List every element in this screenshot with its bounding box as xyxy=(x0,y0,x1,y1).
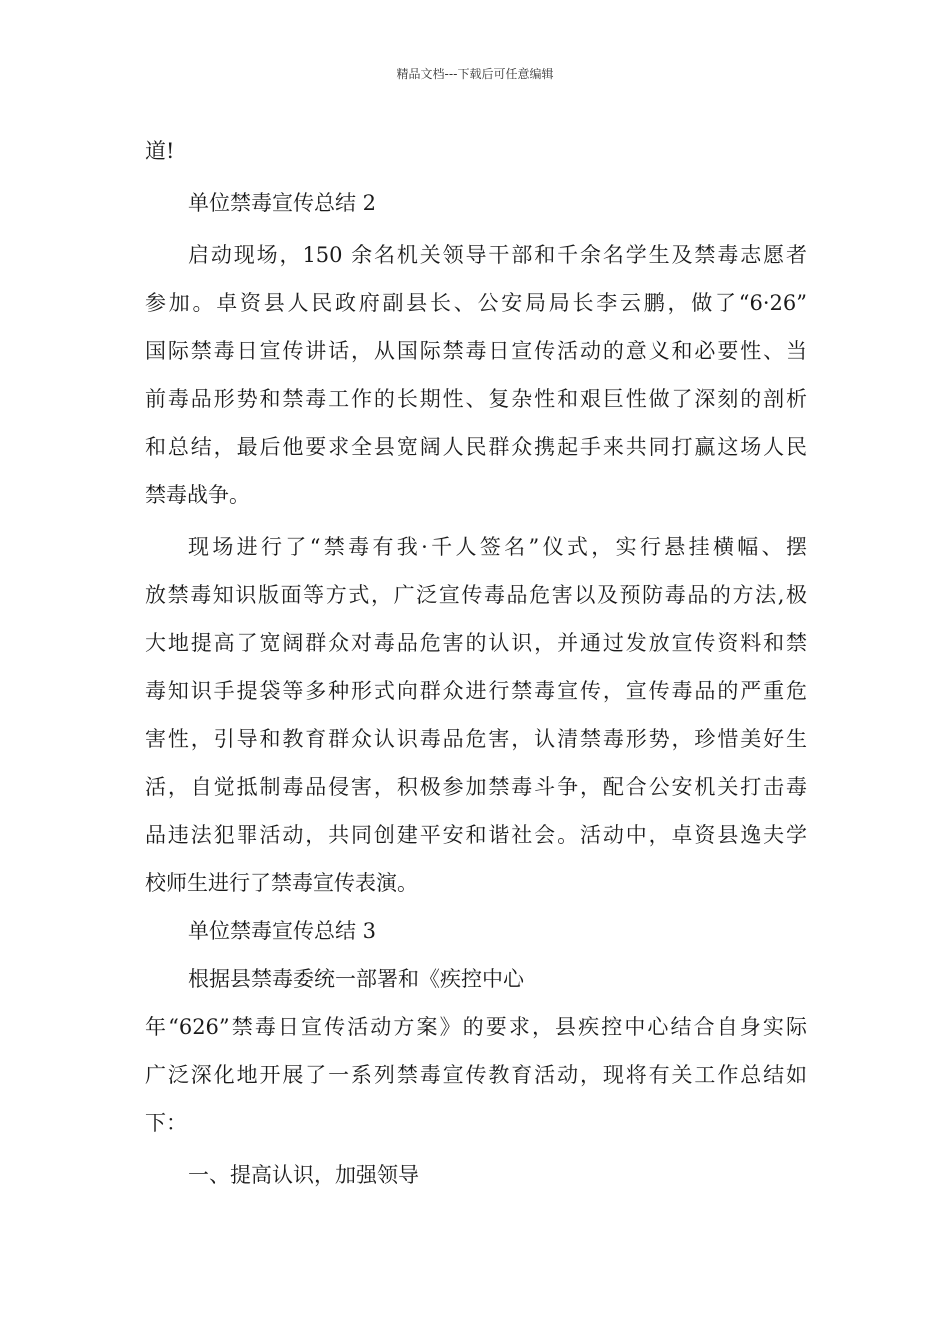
paragraph-line: 道! xyxy=(145,139,175,163)
paragraph-line: 下： xyxy=(145,1111,187,1135)
section-heading-3: 单位禁毒宣传总结 3 xyxy=(188,919,377,943)
paragraph-line: 害性，引导和教育群众认识毒品危害，认清禁毒形势，珍惜美好生 xyxy=(145,727,807,751)
paragraph-line: 年“626”禁毒日宣传活动方案》的要求，县疾控中心结合自身实际 xyxy=(145,1015,807,1039)
paragraph-line: 广泛深化地开展了一系列禁毒宣传教育活动，现将有关工作总结如 xyxy=(145,1063,807,1087)
paragraph-line: 和总结，最后他要求全县宽阔人民群众携起手来共同打赢这场人民 xyxy=(145,435,807,459)
paragraph-line: 国际禁毒日宣传讲话，从国际禁毒日宣传活动的意义和必要性、当 xyxy=(145,339,807,363)
paragraph-line: 参加。卓资县人民政府副县长、公安局局长李云鹏，做了“6·26” xyxy=(145,291,807,315)
paragraph-line: 活，自觉抵制毒品侵害，积极参加禁毒斗争，配合公安机关打击毒 xyxy=(145,775,807,799)
paragraph-line: 启动现场，150 余名机关领导干部和千余名学生及禁毒志愿者 xyxy=(188,243,807,267)
document-body xyxy=(145,127,807,1199)
paragraph-line: 禁毒战争。 xyxy=(145,483,250,507)
page-header: 精品文档---下载后可任意编辑 xyxy=(396,67,554,81)
paragraph-line: 大地提高了宽阔群众对毒品危害的认识，并通过发放宣传资料和禁 xyxy=(145,631,807,655)
paragraph-line: 现场进行了“禁毒有我·千人签名”仪式，实行悬挂横幅、摆 xyxy=(188,535,807,559)
paragraph-line: 根据县禁毒委统一部署和《疾控中心 xyxy=(188,967,524,991)
section-heading-2: 单位禁毒宣传总结 2 xyxy=(188,191,377,215)
paragraph-line: 品违法犯罪活动，共同创建平安和谐社会。活动中，卓资县逸夫学 xyxy=(145,823,807,847)
paragraph-line: 放禁毒知识版面等方式，广泛宣传毒品危害以及预防毒品的方法,极 xyxy=(145,583,807,607)
paragraph-line: 毒知识手提袋等多种形式向群众进行禁毒宣传，宣传毒品的严重危 xyxy=(145,679,807,703)
paragraph-line: 校师生进行了禁毒宣传表演。 xyxy=(145,871,418,895)
paragraph-line: 前毒品形势和禁毒工作的长期性、复杂性和艰巨性做了深刻的剖析 xyxy=(145,387,807,411)
subsection-heading: 一、提高认识，加强领导 xyxy=(188,1163,419,1187)
